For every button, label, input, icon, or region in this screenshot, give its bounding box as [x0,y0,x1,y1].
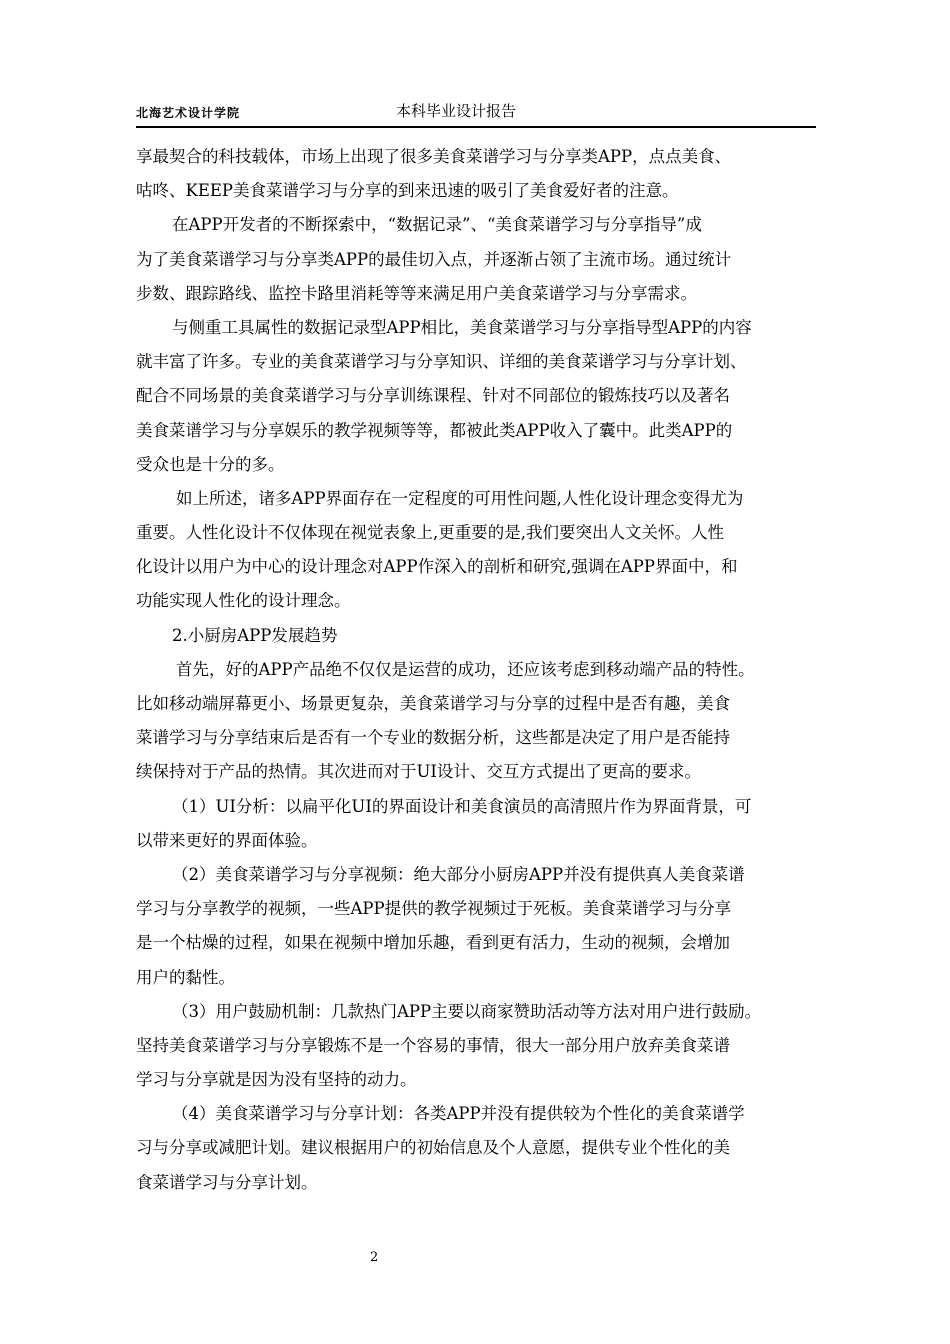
text-line: 咕咚、KEEP美食菜谱学习与分享的到来迅速的吸引了美食爱好者的注意。 [136,181,679,201]
text-line: （3）用户鼓励机制：几款热门APP主要以商家赞助活动等方法对用户进行鼓励。 [172,1001,762,1021]
text-line: 为了美食菜谱学习与分享类APP的最佳切入点，并逐渐占领了主流市场。通过统计 [136,249,732,269]
text-line: 以带来更好的界面体验。 [136,830,318,850]
text-line: 配合不同场景的美食菜谱学习与分享训练课程、针对不同部位的锻炼技巧以及著名 [136,386,730,406]
text-line: （4）美食菜谱学习与分享计划：各类APP并没有提供较为个性化的美食菜谱学 [172,1104,745,1124]
report-title: 本科毕业设计报告 [396,102,517,120]
text-line: 学习与分享就是因为没有坚持的动力。 [136,1070,417,1090]
text-line: 就丰富了许多。专业的美食菜谱学习与分享知识、详细的美食菜谱学习与分享计划、 [136,352,747,372]
text-line: 化设计以用户为中心的设计理念对APP作深入的剖析和研究,强调在APP界面中，和 [136,557,738,577]
text-line: 步数、跟踪路线、监控卡路里消耗等等来满足用户美食菜谱学习与分享需求。 [136,283,697,303]
text-line: 首先，好的APP产品绝不仅仅是运营的成功，还应该考虑到移动端产品的特性。 [176,659,755,679]
text-line: 用户的黏性。 [136,967,235,987]
text-line: 美食菜谱学习与分享娱乐的教学视频等等，都被此类APP收入了囊中。此类APP的 [136,420,733,440]
text-line: 习与分享或减肥计划。建议根据用户的初始信息及个人意愿，提供专业个性化的美 [136,1138,730,1158]
text-line: 功能实现人性化的设计理念。 [136,591,351,611]
page-header [136,98,816,128]
text-line: （2）美食菜谱学习与分享视频：绝大部分小厨房APP并没有提供真人美食菜谱 [172,864,745,884]
header-divider [136,126,816,128]
page-number: 2 [370,1250,379,1265]
text-line: 享最契合的科技载体，市场上出现了很多美食菜谱学习与分享类APP，点点美食、 [136,147,732,166]
text-line: 如上所述，诸多APP界面存在一定程度的可用性问题,人性化设计理念变得尤为 [176,488,744,508]
text-line: （1）UI分析：以扁平化UI的界面设计和美食演员的高清照片作为界面背景，可 [172,796,752,816]
text-line: 是一个枯燥的过程，如果在视频中增加乐趣，看到更有活力，生动的视频，会增加 [136,933,730,953]
text-line: 在APP开发者的不断探索中，“数据记录”、“美食菜谱学习与分享指导”成 [172,215,702,235]
text-line: 受众也是十分的多。 [136,454,285,474]
text-line: 续保持对于产品的热情。其次进而对于UI设计、交互方式提出了更高的要求。 [136,762,701,782]
text-line: 与侧重工具属性的数据记录型APP相比，美食菜谱学习与分享指导型APP的内容 [172,317,752,337]
section-heading: 2.小厨房APP发展趋势 [172,625,338,645]
body-text [136,140,826,1200]
text-line: 学习与分享教学的视频，一些APP提供的教学视频过于死板。美食菜谱学习与分享 [136,899,732,919]
text-line: 菜谱学习与分享结束后是否有一个专业的数据分析，这些都是决定了用户是否能持 [136,728,730,748]
text-line: 重要。人性化设计不仅体现在视觉表象上,更重要的是,我们要突出人文关怀。人性 [136,523,724,543]
school-name: 北海艺术设计学院 [136,106,241,120]
text-line: 食菜谱学习与分享计划。 [136,1172,318,1192]
text-line: 比如移动端屏幕更小、场景更复杂，美食菜谱学习与分享的过程中是否有趣，美食 [136,694,730,713]
text-line: 坚持美食菜谱学习与分享锻炼不是一个容易的事情，很大一部分用户放弃美食菜谱 [136,1035,730,1055]
